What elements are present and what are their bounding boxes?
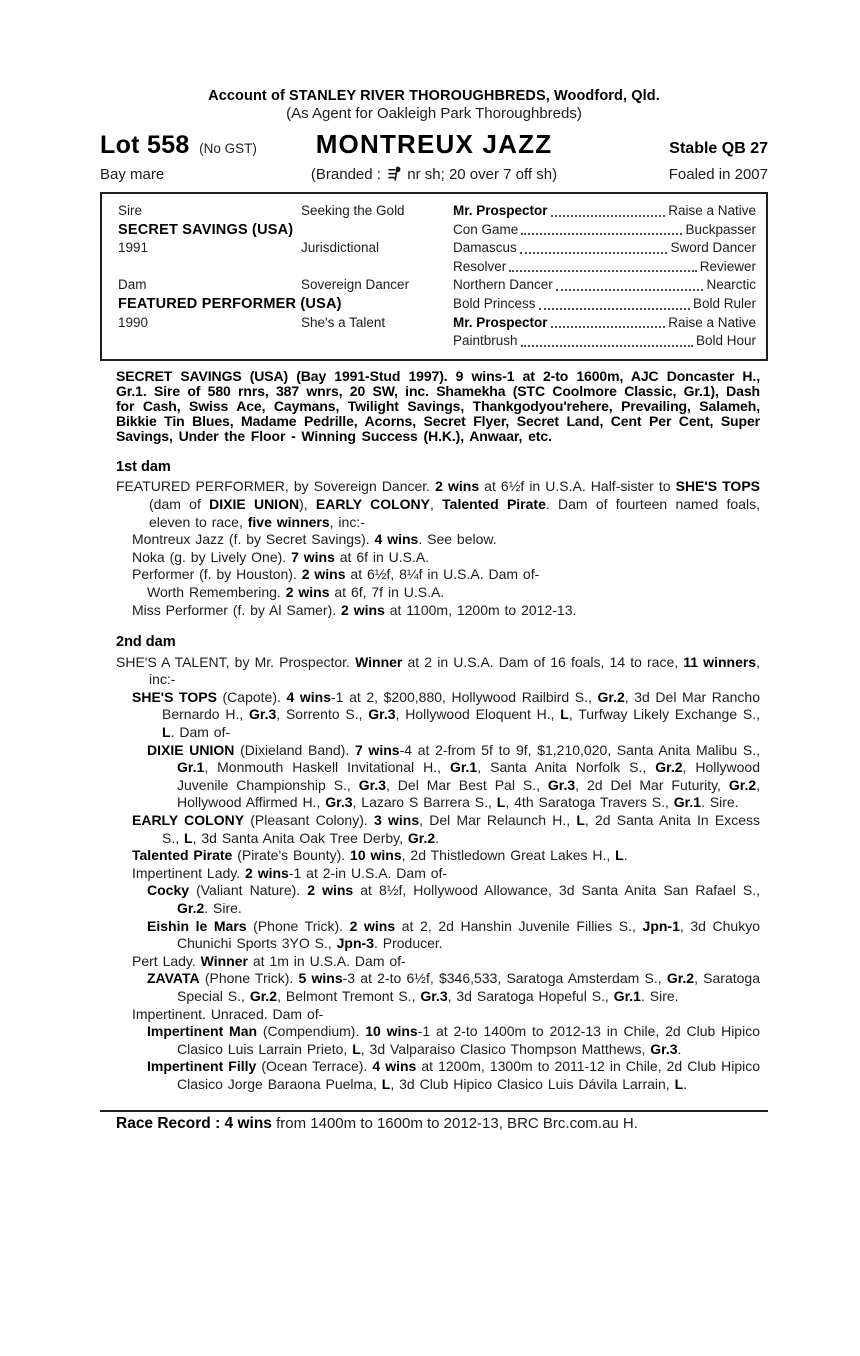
bold-text: 5 wins [298,970,343,987]
pedigree-grandparent: She's a Talent [301,314,386,330]
pedigree-grandparent: Jurisdictional [301,240,380,256]
pedigree-grandparent: Seeking the Gold [301,203,405,218]
sire-summary: SECRET SAVINGS (USA) (Bay 1991-Stud 1997). 9 wins-1 at 2-to 1600m, AJC Doncaster H., Gr.1. Sire of 580 rnrs, 387 wnrs, 20 SW, inc. Shamekha (STC Coolmore Classic, Gr.1), Dash for Cash, Swiss Ace, Caymans, Twilight Savings, Thankgodyou'rehere, Prevailing, Salameh, Bikkie Tin Blues, Madame Pedrille, Acorns, Secret Flyer, Secret Land, Cent Per Cent, Super Savings, Under the Floor - Winning Success (H.K.), Anwaar, etc. [116,367,760,444]
info-row [100,165,768,183]
plain-text: , 2d Del Mar Futurity, [575,776,729,793]
pedigree-horse-name: SECRET SAVINGS (USA) [118,221,294,238]
ancestor-name: Damascus [453,240,517,256]
bold-text: Gr.2 [407,829,436,846]
plain-text: . Dam of fourteen named foals, eleven to race, [149,495,760,530]
plain-text: (Dixieland Band). [234,741,355,758]
pedigree-ancestor-line [453,258,756,277]
plain-text: , Santa Anita Norfolk S., [477,759,656,776]
pedigree-horse-name: FEATURED PERFORMER (USA) [118,295,342,312]
plain-text: at 2, 2d Hanshin Juvenile Fillies S., [395,917,643,934]
pedigree-entry [147,970,760,1005]
bold-text: 2 wins [341,601,385,618]
brand-text-after: nr sh; 20 over 7 off sh) [403,166,558,183]
bold-text: 11 winners [683,653,757,670]
plain-text: , Turfway Likely Exchange S., [568,706,760,723]
bold-text: Eishin le Mars [147,917,247,934]
plain-text: , Saratoga Special S., [177,970,760,1004]
plain-text: . Producer. [373,935,443,952]
brand-line [311,165,557,183]
plain-text: , 2d Thistledown Great Lakes H., [401,847,616,864]
gst-note: (No GST) [199,141,257,156]
dot-leader [521,345,693,347]
plain-text: , Lazaro S Barrera S., [352,794,497,811]
ancestor-mate-name: Raise a Native [668,203,756,218]
bold-text: L [674,1075,684,1092]
bold-text: DIXIE UNION [209,495,300,512]
plain-text: , 3d Saratoga Hopeful S., [447,987,614,1004]
pedigree-ancestor-line [453,295,756,314]
bold-text: Gr.1 [449,759,478,776]
plain-text: . Sire. [204,900,242,916]
plain-text: , 4th Saratoga Travers S., [505,794,674,811]
bold-text: Gr.3 [325,794,353,811]
pedigree-ancestor-line [453,276,756,295]
bold-text: Winner [355,653,403,670]
ancestor-mate-name: Reviewer [699,258,756,274]
bold-text: L [184,829,193,846]
pedigree-entry [147,1058,760,1093]
bold-text: EARLY COLONY [315,495,430,512]
pedigree-entry [147,1023,760,1058]
bold-text: L [496,794,506,811]
dot-leader [520,252,668,254]
dot-leader [556,289,704,291]
bold-text: 10 wins [350,847,402,864]
plain-text: , Belmont Tremont S., [277,987,421,1004]
pedigree-horse-name: Sire [118,203,143,218]
ancestor-mate-name: Bold Hour [695,333,756,349]
bold-text: 7 wins [291,548,335,565]
ancestor-name: Mr. Prospector [453,203,548,218]
bold-text: Jpn-1 [642,917,680,934]
dot-leader [521,233,682,235]
bold-text: 2 wins [307,882,354,899]
bold-text: Gr.1 [613,987,641,1004]
pedigree-row [118,295,756,314]
agent-line: (As Agent for Oakleigh Park Thoroughbreds) [286,105,582,122]
bold-text: Gr.3 [249,706,277,723]
bold-text: L [162,724,171,741]
plain-text: . [683,1075,688,1092]
lot-number: Lot 558 [100,131,190,159]
bold-text: Winner [200,952,248,969]
bold-text: SHE'S TOPS [132,688,217,705]
ancestor-mate-name: Sword Dancer [670,240,756,256]
plain-text: , 2d Santa Anita In Excess S., [162,812,761,846]
bold-text: Cocky [147,882,190,899]
race-record-label: Race Record : 4 wins [116,1114,272,1132]
plain-text: Noka (g. by Lively One). [132,548,292,565]
race-record [100,1110,768,1133]
pedigree-horse-name: 1991 [118,240,149,256]
pedigree-row [118,202,756,221]
plain-text: , inc:- [329,513,365,530]
ancestor-name: Paintbrush [453,333,518,349]
bold-text: L [352,1040,361,1057]
bold-text: 2 wins [435,478,480,495]
ancestor-mate-name: Raise a Native [668,314,756,330]
pedigree-ancestor-line [453,221,756,240]
plain-text: -3 at 2-to 6½f, $346,533, Saratoga Amsterdam S., [342,970,667,987]
bold-text: Gr.2 [177,900,205,916]
ancestor-mate-name: Nearctic [706,277,756,293]
plain-text: , inc:- [149,653,760,688]
foaled-year: Foaled in 2007 [668,166,768,183]
plain-text: at 6½f in U.S.A. Half-sister to [479,478,676,495]
stable-number: Stable QB 27 [669,140,768,157]
bold-text: Gr.3 [547,776,576,793]
pedigree-entry [147,882,760,917]
bold-text: 2 wins [301,566,346,583]
plain-text: , Monmouth Haskell Invitational H., [204,759,450,776]
pedigree-grandparent: Sovereign Dancer [301,277,410,293]
pedigree-ancestor-line [453,314,756,333]
pedigree-rows [118,202,756,351]
plain-text: , Hollywood Juvenile Championship S., [177,759,760,793]
plain-text: , Del Mar Best Pal S., [386,776,548,793]
pedigree-ancestor-line [453,239,756,258]
account-line: Account of STANLEY RIVER THOROUGHBREDS, Woodford, Qld. [208,88,660,104]
bold-text: Gr.2 [728,776,757,793]
pedigree-row [118,314,756,333]
ancestor-name: Mr. Prospector [453,314,548,330]
plain-text: (dam of [149,495,210,512]
plain-text: . [435,829,440,846]
plain-text: . Dam of- [170,724,231,741]
bold-text: Impertinent Filly [147,1058,257,1075]
bold-text: 4 wins [374,531,419,548]
plain-text: , Del Mar Relaunch H., [419,812,577,829]
pedigree-ancestor-line [453,332,756,351]
plain-text: , [429,495,443,512]
plain-text: Impertinent. Unraced. Dam of- [132,1005,324,1022]
brand-text-before: (Branded : [310,166,386,183]
ancestor-mate-name: Bold Ruler [692,295,756,311]
bold-text: Gr.3 [420,987,448,1004]
bold-text: Talented Pirate [442,495,546,512]
plain-text: Miss Performer (f. by Al Samer). [132,601,342,618]
plain-text: at 6½f, 8¼f in U.S.A. Dam of- [345,566,540,583]
plain-text: , 3d Club Hipico Clasico Luis Dávila Larrain, [390,1075,675,1092]
plain-text: , Hollywood Affirmed H., [177,776,761,811]
pedigree-ancestor-line [453,202,756,221]
pedigree-row [118,239,756,258]
plain-text: , Sorrento S., [276,706,369,723]
plain-text: . Sire. [640,987,679,1004]
bold-text: 10 wins [365,1023,418,1040]
ancestor-name: Bold Princess [453,295,536,311]
pedigree-entry [132,1006,760,1024]
plain-text: , 3d Santa Anita Oak Tree Derby, [192,829,408,846]
bold-text: 4 wins [286,688,332,705]
pedigree-entry [147,742,760,812]
lot-left [100,131,306,160]
pedigree-entry [132,566,760,584]
bold-text: 2 wins [245,864,289,881]
pedigree-row [118,332,756,351]
bold-text: Gr.1 [673,794,702,811]
pedigree-entry [132,865,760,883]
plain-text: Impertinent Lady. [132,864,246,881]
plain-text: . See below. [418,531,497,548]
plain-text: Performer (f. by Houston). [132,566,302,583]
pedigree-horse-name: Dam [118,277,147,293]
pedigree-entry [132,812,760,847]
bold-text: 7 wins [354,741,400,758]
bold-text: 2 wins [349,917,396,934]
bold-text: Gr.3 [358,776,386,793]
plain-text: (Ocean Terrace). [256,1058,373,1075]
lot-row [100,129,768,160]
plain-text: -1 at 2-to 1400m to 2012-13 in Chile, 2d Club Hipico Clasico Luis Larrain Prieto, [177,1023,760,1057]
bold-text: Gr.3 [650,1040,678,1057]
bold-text: ZAVATA [147,970,200,987]
horse-name: MONTREUX JAZZ [315,129,553,159]
plain-text: (Valiant Nature). [189,882,308,899]
plain-text: , 3d Chukyo Chunichi Sports 3YO S., [177,917,761,952]
bold-text: five winners [247,513,330,530]
plain-text: , Hollywood Eloquent H., [395,706,561,723]
pedigree-entry [132,953,760,971]
pedigree-horse-name: 1990 [118,314,149,330]
pedigree-table [100,192,768,361]
bold-text: L [576,812,585,829]
section-heading: 1st dam [116,458,171,475]
plain-text: , 3d Del Mar Rancho Bernardo H., [162,688,760,723]
plain-text: at 1100m, 1200m to 2012-13. [384,601,577,618]
brand-mark-icon [387,165,401,182]
plain-text: at 6f in U.S.A. [334,548,430,565]
pedigree-entry [116,654,760,689]
plain-text: , 3d Valparaiso Clasico Thompson Matthews, [360,1040,651,1057]
plain-text: at 6f, 7f in U.S.A. [329,583,445,600]
plain-text: at 1200m, 1300m to 2011-12 in Chile, 2d Club Hipico Clasico Jorge Baraona Puelma, [177,1058,761,1092]
sections [116,459,760,1094]
bold-text: L [560,706,569,723]
bold-text: L [381,1075,391,1092]
dot-leader [509,270,696,272]
ancestor-name: Resolver [453,258,507,274]
pedigree-entry [132,689,760,742]
bold-text: Gr.2 [597,688,625,705]
ancestor-name: Northern Dancer [453,277,553,293]
bold-text: DIXIE UNION [147,741,235,758]
bold-text: 2 wins [285,583,330,600]
plain-text: (Phone Trick). [246,917,350,934]
plain-text: SHE'S A TALENT, by Mr. Prospector. [116,653,356,670]
bold-text: Gr.2 [249,987,278,1004]
plain-text: (Pleasant Colony). [244,812,374,829]
plain-text: -1 at 2, $200,880, Hollywood Railbird S., [331,688,598,705]
pedigree-row [118,221,756,240]
pedigree-row [118,258,756,277]
plain-text: Montreux Jazz (f. by Secret Savings). [132,531,375,548]
sex-colour: Bay mare [100,166,165,183]
plain-text: . [677,1040,682,1057]
plain-text: (Phone Trick). [199,970,299,987]
dot-leader [551,326,666,328]
bold-text: Gr.1 [177,759,205,776]
bold-text: Talented Pirate [132,847,233,864]
bold-text: L [615,847,624,864]
plain-text: Pert Lady. [132,952,201,969]
plain-text: . [623,847,628,864]
pedigree-entry [132,531,760,549]
dot-leader [551,215,666,217]
plain-text: ), [299,495,316,512]
bold-text: Gr.2 [655,759,683,776]
plain-text: Worth Remembering. [147,583,286,600]
section-heading: 2nd dam [116,634,176,651]
plain-text: (Pirate's Bounty). [232,847,351,864]
pedigree-entry [132,847,760,865]
plain-text: at 2 in U.S.A. Dam of 16 foals, 14 to race, [402,653,684,670]
bold-text: Impertinent Man [147,1023,258,1040]
pedigree-entry [147,918,760,953]
bold-text: Gr.3 [368,706,396,723]
pedigree-entry [147,584,760,602]
bold-text: 4 wins [372,1058,417,1075]
race-record-text: from 1400m to 1600m to 2012-13, BRC Brc.com.au H. [271,1114,638,1132]
plain-text: at 8½f, Hollywood Allowance, 3d Santa Anita San Rafael S., [353,882,761,899]
plain-text: FEATURED PERFORMER, by Sovereign Dancer. [116,478,436,495]
ancestor-mate-name: Buckpasser [685,221,756,237]
ancestor-name: Con Game [453,221,519,237]
plain-text: . Sire. [701,794,739,811]
bold-text: Jpn-3 [336,935,374,952]
pedigree-entry [132,549,760,567]
plain-text: (Capote). [216,688,287,705]
content-column [100,88,768,1133]
plain-text: (Compendium). [257,1023,366,1040]
pedigree-row [118,276,756,295]
bold-text: Gr.2 [666,970,695,987]
pedigree-entry [132,602,760,620]
bold-text: 3 wins [374,812,420,829]
bold-text: EARLY COLONY [132,812,245,829]
bold-text: SHE'S TOPS [675,478,760,495]
pedigree-entry [116,478,760,531]
plain-text: -1 at 2-in U.S.A. Dam of- [288,864,448,881]
plain-text: at 1m in U.S.A. Dam of- [248,952,406,969]
dot-leader [539,308,690,310]
plain-text: -4 at 2-from 5f to 9f, $1,210,020, Santa Anita Malibu S., [399,741,760,758]
